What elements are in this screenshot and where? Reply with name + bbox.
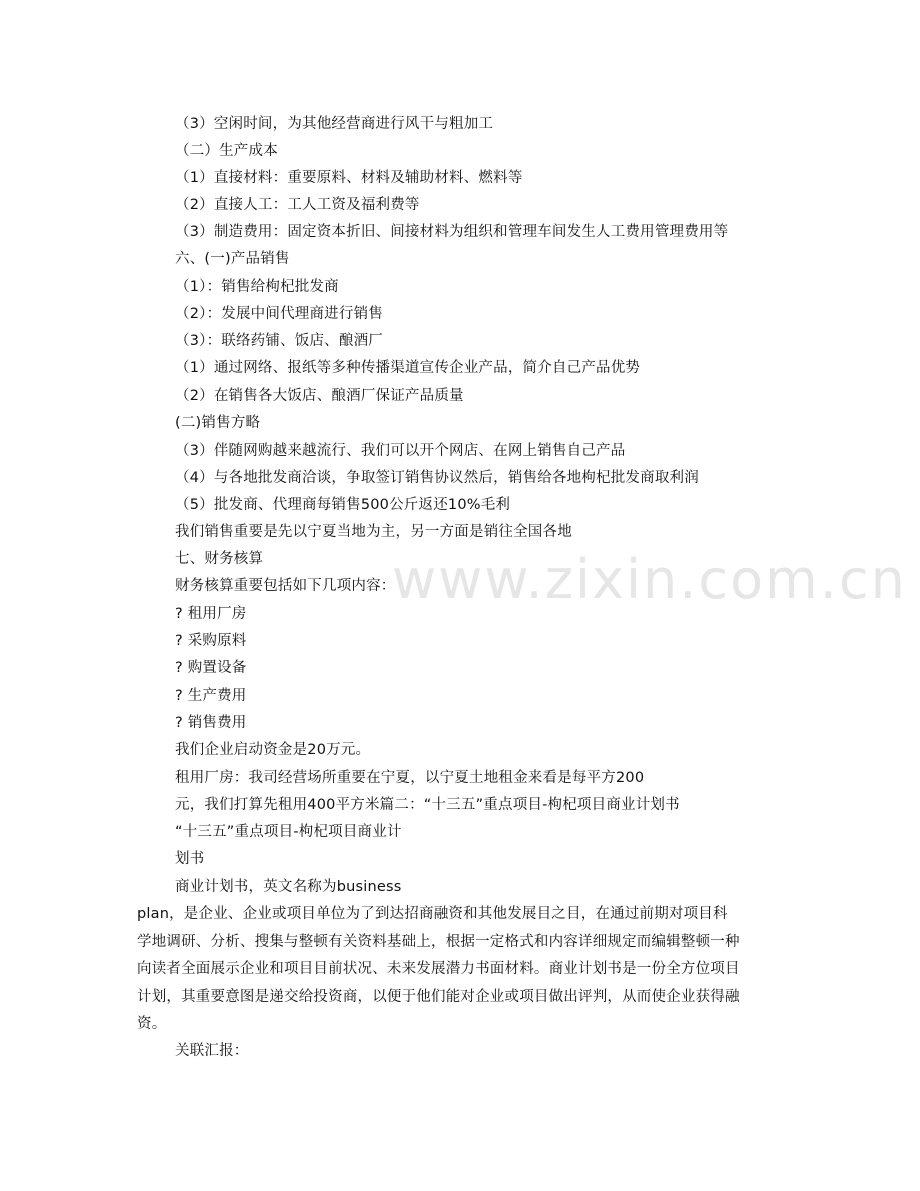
- watermark: www.zixin.com.cn: [392, 548, 907, 611]
- text-line: （2）直接人工：工人工资及福利费等: [175, 197, 420, 213]
- text-line: （1）直接材料：重要原料、材料及辅助材料、燃料等: [175, 170, 523, 186]
- list-item: ? 租用厂房: [175, 606, 247, 622]
- text-line: 元，我们打算先租用400平方米篇二：“十三五”重点项目-枸杞项目商业计划书: [175, 797, 680, 813]
- section-heading: 六、(一)产品销售: [175, 251, 290, 267]
- text-line: （1）通过网络、报纸等多种传播渠道宣传企业产品，简介自己产品优势: [175, 360, 641, 376]
- list-item: ? 购置设备: [175, 660, 247, 676]
- text-line: 我们企业启动资金是20万元。: [175, 742, 371, 758]
- text-line: （5）批发商、代理商每销售500公斤返还10%毛利: [175, 497, 511, 513]
- text-line: （4）与各地批发商洽谈，争取签订销售协议然后，销售给各地枸杞批发商取利润: [175, 470, 699, 486]
- section-heading: 七、财务核算: [175, 551, 264, 567]
- text-line: 财务核算重要包括如下几项内容：: [175, 578, 396, 594]
- text-line: “十三五”重点项目-枸杞项目商业计: [175, 824, 402, 840]
- text-line: （3）空闲时间，为其他经营商进行风干与粗加工: [175, 116, 494, 132]
- list-item: ? 销售费用: [175, 715, 247, 731]
- paragraph-line: 资。: [137, 1016, 167, 1032]
- text-line: （2）在销售各大饭店、酿酒厂保证产品质量: [175, 388, 464, 404]
- text-line: （1）：销售给枸杞批发商: [175, 279, 339, 295]
- text-line: （二）生产成本: [175, 143, 278, 159]
- list-item: ? 生产费用: [175, 688, 247, 704]
- list-item: ? 采购原料: [175, 633, 247, 649]
- text-line: 商业计划书，英文名称为business: [175, 879, 402, 895]
- text-line: 关联汇报：: [175, 1043, 249, 1059]
- paragraph-line: plan，是企业、企业或项目单位为了到达招商融资和其他发展目之目，在通过前期对项目科: [137, 906, 728, 922]
- text-line: （3）制造费用：固定资本折旧、间接材料为组织和管理车间发生人工费用管理费用等: [175, 224, 729, 240]
- text-line: 我们销售重要是先以宁夏当地为主，另一方面是销往全国各地: [175, 524, 572, 540]
- text-line: 划书: [175, 851, 205, 867]
- text-line: （2）：发展中间代理商进行销售: [175, 306, 383, 322]
- text-line: 租用厂房：我司经营场所重要在宁夏，以宁夏土地租金来看是每平方200: [175, 770, 645, 786]
- text-line: （3）：联络药铺、饭店、酿酒厂: [175, 333, 383, 349]
- text-line: （3）伴随网购越来越流行、我们可以开个网店、在网上销售自己产品: [175, 443, 626, 459]
- paragraph-line: 向读者全面展示企业和项目目前状况、未来发展潜力书面材料。商业计划书是一份全方位项目: [137, 961, 740, 977]
- paragraph-line: 学地调研、分析、搜集与整顿有关资料基础上，根据一定格式和内容详细规定而编辑整顿一种: [137, 934, 740, 950]
- section-heading: (二)销售方略: [175, 415, 261, 431]
- paragraph-line: 计划，其重要意图是递交给投资商，以便于他们能对企业或项目做出评判，从而使企业获得融: [137, 989, 740, 1005]
